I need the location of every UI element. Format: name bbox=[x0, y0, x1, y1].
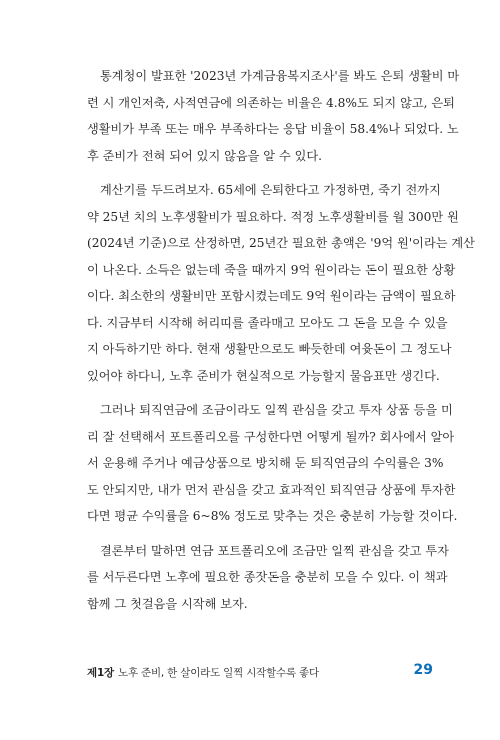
text-line: 계산기를 두드려보자. 65세에 은퇴한다고 가정하면, 죽기 전까지 bbox=[100, 183, 441, 197]
chapter-number: 제1장 bbox=[87, 667, 114, 679]
text-line: 이 나온다. 소득은 없는데 죽을 때까지 9억 원이라는 돈이 필요한 상황 bbox=[87, 262, 456, 277]
text-line: 있어야 하다니, 노후 준비가 현실적으로 가능할지 물음표만 생긴다. bbox=[87, 368, 440, 383]
paragraph bbox=[87, 538, 449, 618]
text-line: 그러나 퇴직연금에 조금이라도 일찍 관심을 갖고 투자 상품 등을 미 bbox=[100, 403, 453, 417]
text-line: 결론부터 말하면 연금 포트폴리오에 조금만 일찍 관심을 갖고 투자 bbox=[100, 543, 449, 558]
page-number: 29 bbox=[413, 662, 433, 678]
text-line: 련 시 개인저축, 사적연금에 의존하는 비율은 4.8%도 되지 않고, 은퇴 bbox=[87, 95, 455, 110]
text-line: 후 준비가 전혀 되어 있지 않음을 알 수 있다. bbox=[87, 148, 323, 163]
text-line: 생활비가 부족 또는 매우 부족하다는 응답 비율이 58.4%나 되었다. 노 bbox=[87, 122, 459, 136]
paragraph bbox=[87, 63, 460, 169]
text-line: (2024년 기준)으로 산정하면, 25년간 필요한 총액은 '9억 원'이라는 계산 bbox=[87, 236, 475, 250]
text-line: 다면 평균 수익률을 6~8% 정도로 맞추는 것은 충분히 가능할 것이다. bbox=[87, 509, 458, 523]
text-line: 함께 그 첫걸음을 시작해 보자. bbox=[87, 596, 248, 611]
text-line: 도 안되지만, 내가 먼저 관심을 갖고 효과적인 퇴직연금 상품에 투자한 bbox=[87, 482, 456, 497]
paragraph bbox=[87, 397, 458, 530]
chapter-title: 노후 준비, 한 살이라도 일찍 시작할수록 좋다 bbox=[118, 667, 319, 679]
page-footer bbox=[87, 662, 433, 680]
text-line: 통계청이 발표한 '2023년 가계금융복지조사'를 봐도 은퇴 생활비 마 bbox=[100, 69, 460, 83]
text-line: 서 운용해 주거나 예금상품으로 방치해 둔 퇴직연금의 수익률은 3% bbox=[87, 456, 444, 470]
text-line: 지 아득하기만 하다. 현재 생활만으로도 빠듯한데 여윳돈이 그 정도나 bbox=[87, 342, 452, 356]
body-text bbox=[87, 63, 475, 625]
text-line: 다. 지금부터 시작해 허리띠를 졸라매고 모아도 그 돈을 모을 수 있을 bbox=[87, 315, 448, 330]
text-line: 약 25년 치의 노후생활비가 필요하다. 적정 노후생활비를 월 300만 원 bbox=[87, 209, 459, 224]
paragraph bbox=[87, 177, 475, 389]
text-line: 이다. 최소한의 생활비만 포함시켰는데도 9억 원이라는 금액이 필요하 bbox=[87, 289, 456, 303]
text-line: 를 서두른다면 노후에 필요한 종잣돈을 충분히 모을 수 있다. 이 책과 bbox=[87, 570, 448, 584]
text-line: 리 잘 선택해서 포트폴리오를 구성한다면 어떻게 될까? 회사에서 알아 bbox=[87, 429, 455, 444]
